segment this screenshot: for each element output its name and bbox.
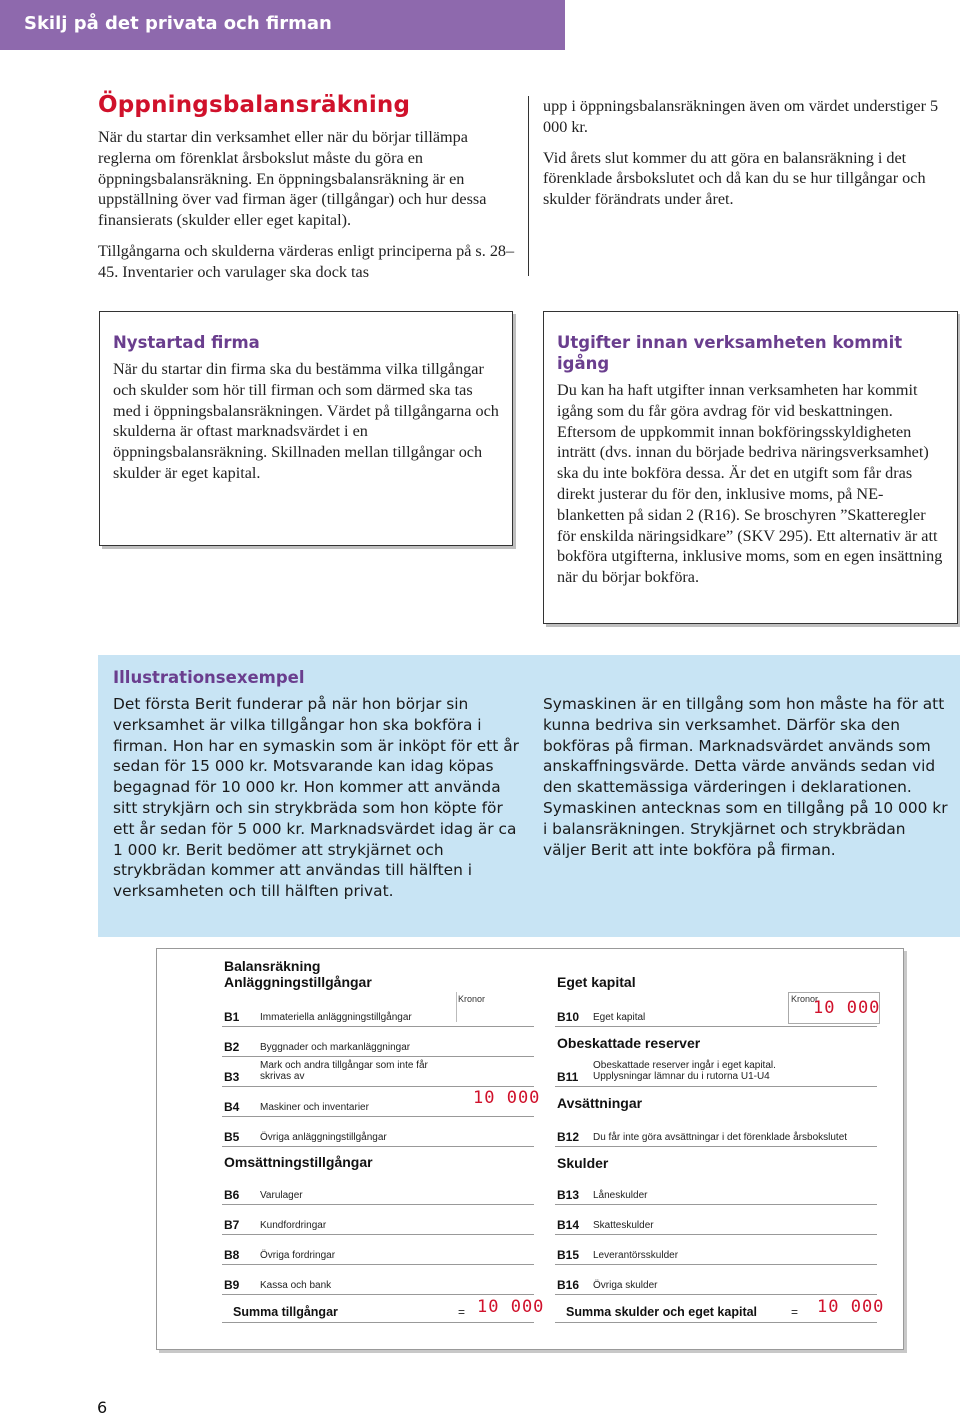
box-nystartad-text: När du startar din firma ska du bestämma vilka tillgångar och skulder som hör till firman och som därmed ska tas med i öppningsbalansräkningen. Värdet på tillgångarna och skulderna är oftast marknadsvärdet i en öppningsbalansräkning. Skillnaden mellan tillgångar och skulder är eget kapital. bbox=[113, 360, 499, 482]
code-b11: B11 bbox=[557, 1070, 579, 1084]
box-nystartad-firma bbox=[99, 311, 513, 546]
row-line-b12 bbox=[555, 1146, 877, 1147]
row-line-b8 bbox=[222, 1264, 534, 1265]
right-column bbox=[543, 96, 953, 220]
code-b4: B4 bbox=[224, 1100, 240, 1114]
left-paragraph-1: När du startar din verksamhet eller när du börjar tillämpa reglerna om förenklat årsbokslut måste du göra en öppningsbalansräkning. En öppningsbalansräkning är en uppställning över vad firman äger (tillgångar) och hur dessa finansierats (skulder eller eget kapital). bbox=[98, 128, 487, 230]
section-omsattningstillgangar: Omsättningstillgångar bbox=[224, 1154, 373, 1170]
value-b10: 10 000 bbox=[813, 998, 881, 1018]
code-b13: B13 bbox=[557, 1188, 580, 1202]
label-b12: Du får inte göra avsättningar i det förenklade årsbokslutet bbox=[593, 1132, 848, 1143]
page-number: 6 bbox=[97, 1398, 108, 1417]
row-line-b6 bbox=[222, 1204, 534, 1205]
value-b4: 10 000 bbox=[473, 1088, 541, 1108]
label-b4: Maskiner och inventarier bbox=[260, 1102, 369, 1113]
box-utgifter-heading: Utgifter innan verksamheten kommit igång bbox=[557, 333, 903, 373]
code-b2: B2 bbox=[224, 1040, 240, 1054]
box-utgifter-text: Du kan ha haft utgifter innan verksamheten har kommit igång som du får göra avdrag för vid beskattningen. Eftersom de uppkommit innan bokföringsskyldigheten inträtt (dvs. innan du började bedriva näringsverksamhet) ska du inte bokföra dessa. Är det en utgift som får dras direkt justerar du för den, inklusive moms, på NE-blanketten på sidan 2 (R16). Se broschyren ”Skatteregler för enskilda näringsidkare” (SKV 295). Ett alternativ är att bokföra utgifterna, inklusive moms, som en egen insättning när du börjar bokföra. bbox=[557, 381, 943, 587]
row-line-b9 bbox=[222, 1294, 534, 1295]
sum-liabilities-value: 10 000 bbox=[817, 1297, 885, 1317]
code-b5: B5 bbox=[224, 1130, 240, 1144]
illustration-heading: Illustrationsexempel bbox=[113, 668, 305, 687]
code-b12: B12 bbox=[557, 1130, 580, 1144]
row-line-b1 bbox=[222, 1026, 534, 1027]
sum-liabilities-label: Summa skulder och eget kapital bbox=[566, 1305, 758, 1319]
sum-liabilities-equals: = bbox=[791, 1305, 799, 1319]
header-title: Skilj på det privata och firman bbox=[24, 13, 332, 34]
code-b15: B15 bbox=[557, 1248, 580, 1262]
section-avsattningar: Avsättningar bbox=[557, 1095, 643, 1111]
sum-assets-value: 10 000 bbox=[477, 1297, 545, 1317]
row-line-b10 bbox=[555, 1026, 877, 1027]
label-b5: Övriga anläggningstillgångar bbox=[260, 1132, 387, 1143]
label-b11: Obeskattade reserver ingår i eget kapital. Upplysningar lämnar du i rutorna U1-U4 bbox=[593, 1060, 776, 1082]
sum-line-left bbox=[222, 1322, 534, 1323]
code-b7: B7 bbox=[224, 1218, 240, 1232]
label-b16: Övriga skulder bbox=[593, 1280, 658, 1291]
right-paragraph-2: Vid årets slut kommer du att göra en balansräkning i det förenklade årsbokslutet och då kan du se hur tillgångar och skulder förändrats under året. bbox=[543, 148, 926, 209]
row-line-b5 bbox=[222, 1146, 534, 1147]
code-b3: B3 bbox=[224, 1070, 240, 1084]
row-line-b16 bbox=[555, 1294, 877, 1295]
illustration-right-text: Symaskinen är en tillgång som hon måste ha för att kunna bedriva sin verksamhet. Därför ska den bokföras på firman. Marknadsvärdet används som anskaffningsvärde. Detta värde används sedan vid den skattemässiga värderingen i deklarationen. Symaskinen antecknas som en tillgång på 10 000 kr i balansräkningen. Strykjärnet och strykbrädan väljer Berit att inte bokföra på firman. bbox=[543, 695, 948, 859]
box-utgifter bbox=[543, 311, 958, 624]
label-b9: Kassa och bank bbox=[260, 1280, 332, 1291]
box-nystartad-heading: Nystartad firma bbox=[113, 333, 260, 352]
row-line-b3 bbox=[222, 1086, 534, 1087]
code-b14: B14 bbox=[557, 1218, 580, 1232]
label-b6: Varulager bbox=[260, 1190, 303, 1201]
page-title: Öppningsbalansräkning bbox=[98, 92, 411, 118]
sum-assets-label: Summa tillgångar bbox=[233, 1305, 338, 1319]
label-b2: Byggnader och markanläggningar bbox=[260, 1042, 411, 1053]
label-b13: Låneskulder bbox=[593, 1190, 648, 1201]
kronor-label-right: Kronor bbox=[791, 994, 819, 1004]
row-line-b2 bbox=[222, 1056, 534, 1057]
code-b9: B9 bbox=[224, 1278, 240, 1292]
label-b10: Eget kapital bbox=[593, 1012, 646, 1023]
label-b3: Mark och andra tillgångar som inte får skrivas av bbox=[260, 1060, 428, 1082]
code-b16: B16 bbox=[557, 1278, 580, 1292]
section-skulder: Skulder bbox=[557, 1155, 609, 1171]
code-b6: B6 bbox=[224, 1188, 240, 1202]
row-line-b4 bbox=[222, 1116, 534, 1117]
form-title: Balansräkning bbox=[224, 958, 321, 974]
code-b10: B10 bbox=[557, 1010, 580, 1024]
code-b8: B8 bbox=[224, 1248, 240, 1262]
sum-assets-equals: = bbox=[458, 1305, 466, 1319]
right-paragraph-1: upp i öppningsbalansräkningen även om värdet understiger 5 000 kr. bbox=[543, 97, 939, 136]
row-line-b13 bbox=[555, 1204, 877, 1205]
sum-line-right bbox=[555, 1322, 877, 1323]
left-column bbox=[98, 127, 518, 293]
label-b8: Övriga fordringar bbox=[260, 1250, 336, 1261]
row-line-b11 bbox=[555, 1086, 877, 1087]
row-line-b7 bbox=[222, 1234, 534, 1235]
section-obeskattade-reserver: Obeskattade reserver bbox=[557, 1035, 701, 1051]
row-line-b15 bbox=[555, 1264, 877, 1265]
row-line-b14 bbox=[555, 1234, 877, 1235]
code-b1: B1 bbox=[224, 1010, 240, 1024]
column-divider bbox=[528, 96, 529, 276]
section-anlaggningstillgangar: Anläggningstillgångar bbox=[224, 974, 372, 990]
kronor-divider-left bbox=[456, 992, 457, 1022]
label-b14: Skatteskulder bbox=[593, 1220, 654, 1231]
label-b7: Kundfordringar bbox=[260, 1220, 327, 1231]
label-b15: Leverantörsskulder bbox=[593, 1250, 679, 1261]
label-b1: Immateriella anläggningstillgångar bbox=[260, 1012, 412, 1023]
kronor-label-left: Kronor bbox=[458, 994, 486, 1004]
left-paragraph-2: Tillgångarna och skulderna värderas enligt principerna på s. 28–45. Inventarier och varulager ska dock tas bbox=[98, 241, 515, 281]
section-eget-kapital: Eget kapital bbox=[557, 974, 636, 990]
illustration-left-text: Det första Berit funderar på när hon börjar sin verksamhet är vilka tillgångar hon ska bokföra i firman. Hon har en symaskin som är inköpt för ett år sedan för 15 000 kr. Motsvarande kan idag köpas begagnad för 10 000 kr. Hon kommer att använda sitt strykjärn och sin strykbräda som hon köpte för ett år sedan för 5 000 kr. Marknadsvärdet idag är ca 1 000 kr. Berit bedömer att strykjärnet och strykbrädan kommer att användas till hälften i verksamheten och till hälften privat. bbox=[113, 695, 519, 901]
